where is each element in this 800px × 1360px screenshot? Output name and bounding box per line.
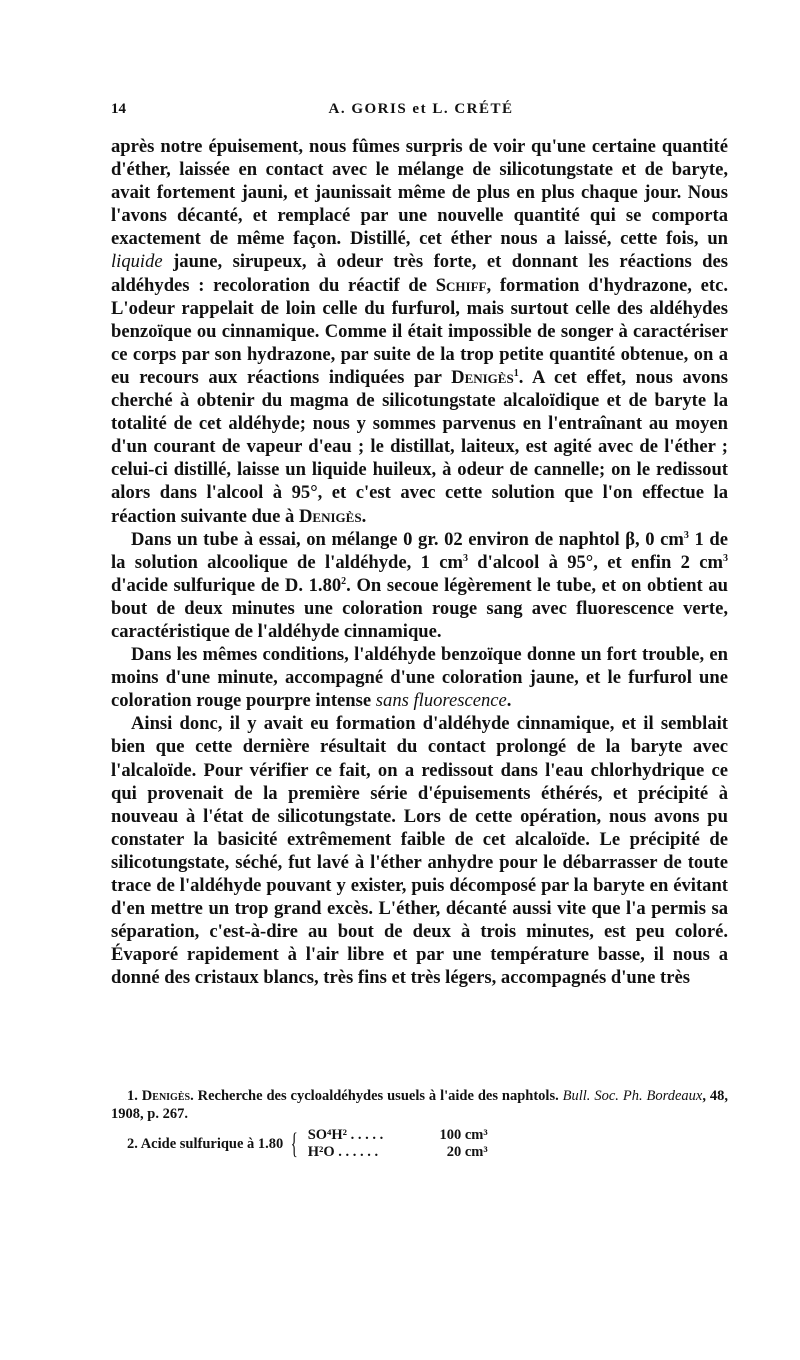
text-run: d'acide sulfurique de D. 1.80 xyxy=(111,574,342,596)
composition-table xyxy=(308,1127,488,1161)
brace-icon: { xyxy=(290,1127,299,1160)
row-label: H²O . . . . . . xyxy=(307,1144,379,1160)
row-value: 100 cm³ xyxy=(439,1127,488,1143)
author-name: Denigès xyxy=(141,1088,191,1104)
author-name: Schiff xyxy=(435,274,487,296)
italic-term: liquide xyxy=(111,251,163,273)
paragraph-3 xyxy=(111,643,728,712)
text-run: , formation d'hydrazone, etc. L'odeur rappelait de loin celle du furfurol, mais surtout celle des aldéhydes benzoïque ou cinnamique. Comme il était impossible de songer à caractériser ce corps par son hydrazone, par suite de la trop petite quantité obtenue, on a eu recours aux réactions indiquées par xyxy=(111,274,729,388)
text-run: . Recherche des cycloaldéhydes usuels à l'aide des naphtols. xyxy=(190,1088,563,1104)
composition-row xyxy=(308,1144,488,1161)
paragraph-4: Ainsi donc, il y avait eu formation d'aldéhyde cinnamique, et il semblait bien que cette dernière résultait du contact prolongé de la baryte avec l'alcaloïde. Pour vérifier ce fait, on a redissout dans l'eau chlorhydrique ce qui provenait de la première série d'épuisements éthérés, et précipité à nouveau à l'état de silicotungstate. Lors de cette opération, nous avons pu constater la basicité extrêmement faible de cet alcaloïde. Le précipité de silicotungstate, séché, fut lavé à l'éther anhydre pour le débarrasser de toute trace de l'aldéhyde pouvant y exister, puis décomposé par la baryte en évitant d'en mettre un trop grand excès. L'éther, décanté aussi vite que l'a permis sa séparation, c'est-à-dire au bout de deux à trois minutes, est peu coloré. Évaporé rapidement à l'air libre et par une température basse, il nous a donné des cristaux blancs, très fins et très légers, accompagnés d'une très xyxy=(111,713,728,989)
text-run: . On secoue légèrement le tube, et on obtient au bout de deux minutes une coloration rouge sang avec fluorescence verte, caractéristique de l'aldéhyde cinnamique. xyxy=(111,574,729,642)
row-value: 20 cm³ xyxy=(446,1144,488,1160)
text-run: , 48, 1908, p. 267. xyxy=(111,1088,728,1122)
body-text xyxy=(111,135,728,989)
italic-term: sans fluorescence xyxy=(375,690,507,712)
journal-title: Bull. Soc. Ph. Bordeaux xyxy=(562,1088,703,1104)
text-run: Dans les mêmes conditions, l'aldéhyde benzoïque donne un fort trouble, en moins d'une minute, accompagné d'une coloration jaune, et le furfurol une coloration rouge pourpre intense xyxy=(111,644,728,712)
author-name: Denigès xyxy=(451,366,514,388)
footnote-number: 1. xyxy=(127,1088,138,1104)
page-header xyxy=(111,101,731,125)
footnote-ref: 1 xyxy=(513,367,519,379)
footnote-1 xyxy=(111,1087,728,1123)
row-label: SO⁴H² . . . . . xyxy=(307,1127,384,1143)
text-run: . xyxy=(506,690,512,712)
text-run: Dans un tube à essai, on mélange 0 gr. 02 environ de naphtol β, 0 cm xyxy=(131,528,684,550)
footnote-2 xyxy=(111,1127,728,1161)
superscript: 3 xyxy=(683,529,689,541)
running-head: A. GORIS et L. CRÉTÉ xyxy=(328,101,514,117)
text-run: 1 de la solution alcoolique de l'aldéhyde, 1 cm xyxy=(111,528,728,573)
text-run: . A cet effet, nous avons cherché à obtenir du magma de silicotungstate alcaloïdique et de baryte la totalité de cet aldéhyde; nous y sommes parvenus en l'entraînant au moyen d'un courant de vapeur d'eau ; le distillat, laiteux, est agité avec de l'éther ; celui-ci distillé, laisse un liquide huileux, à odeur de cannelle; on le redissout alors dans l'alcool à 95°, et c'est avec cette solution que l'on effectue la réaction suivante due à xyxy=(111,366,728,527)
page-number: 14 xyxy=(111,101,126,117)
footnotes xyxy=(111,1087,728,1161)
text-run: jaune, sirupeux, à odeur très forte, et donnant les réactions des aldéhydes : recoloration du réactif de xyxy=(111,251,728,296)
superscript: 3 xyxy=(462,552,468,564)
paragraph-1 xyxy=(111,135,728,528)
footnote-ref: 2 xyxy=(341,575,347,587)
composition-row xyxy=(308,1127,488,1144)
superscript: 3 xyxy=(723,552,728,564)
paragraph-2 xyxy=(111,528,728,643)
text-run: . xyxy=(361,505,367,527)
footnote-2-label: 2. Acide sulfurique à 1.80 xyxy=(127,1136,284,1152)
text-run: d'alcool à 95°, et enfin 2 cm xyxy=(467,551,723,573)
author-name: Denigès xyxy=(299,505,362,527)
text-run: après notre épuisement, nous fûmes surpris de voir qu'une certaine quantité d'éther, laissée en contact avec le mélange de silicotungstate et de baryte, avait fortement jauni, et jaunissait même de plus en plus chaque jour. Nous l'avons décanté, et remplacé par une nouvelle quantité qui se comporta exactement de même façon. Distillé, cet éther nous a laissé, cette fois, un xyxy=(111,136,728,250)
